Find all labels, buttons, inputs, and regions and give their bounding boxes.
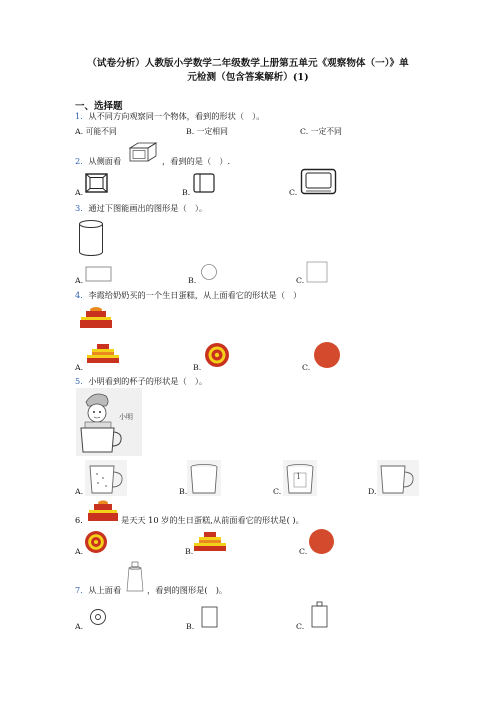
box-object-icon bbox=[128, 141, 158, 163]
q4-option-a[interactable]: A. bbox=[75, 363, 84, 372]
concentric-circles-icon bbox=[84, 530, 108, 554]
question-number: 7． bbox=[75, 585, 89, 595]
q4-option-c[interactable]: C. bbox=[302, 363, 311, 372]
q3-option-b[interactable]: B. bbox=[188, 276, 197, 285]
cup-plain-icon bbox=[187, 460, 221, 496]
question-3 bbox=[75, 203, 207, 214]
question-text: 从上面看 bbox=[88, 585, 122, 595]
question-number: 4． bbox=[75, 290, 89, 300]
question-text: 从侧面看 bbox=[88, 156, 122, 166]
q6-option-c[interactable]: C. bbox=[299, 547, 308, 556]
question-number: 1． bbox=[75, 111, 89, 121]
tv-front-icon bbox=[300, 168, 337, 195]
question-text: 从不同方向观察同一个物体，看到的形状（ ）。 bbox=[88, 111, 265, 121]
boy-label: 小明 bbox=[119, 413, 133, 421]
side-view-icon bbox=[192, 172, 216, 194]
cylinder-icon bbox=[76, 218, 106, 258]
ring-circle-icon bbox=[89, 608, 107, 626]
q2-option-c[interactable]: C. bbox=[289, 188, 298, 197]
question-number: 2． bbox=[75, 156, 89, 166]
birthday-cake-icon bbox=[86, 499, 120, 523]
rectangle-icon bbox=[85, 266, 112, 283]
bottle-object-icon bbox=[125, 561, 147, 593]
q5-option-b[interactable]: B. bbox=[179, 487, 188, 496]
q2-option-a[interactable]: A. bbox=[75, 188, 84, 197]
question-1 bbox=[75, 111, 264, 122]
concentric-circles-icon bbox=[204, 342, 230, 368]
q6-option-a[interactable]: A. bbox=[75, 547, 84, 556]
question-5 bbox=[75, 376, 207, 387]
framed-square-icon bbox=[84, 172, 109, 194]
page-title-line2: 元检测（包含答案解析）(1) bbox=[187, 72, 309, 83]
boy-with-cup-illustration bbox=[76, 388, 142, 456]
cake-front-view-icon bbox=[85, 342, 121, 364]
q5-option-d[interactable]: D. bbox=[368, 487, 377, 496]
red-circle-icon bbox=[308, 528, 335, 555]
q1-option-b[interactable]: B. 一定相同 bbox=[186, 127, 228, 136]
cup-handle-icon bbox=[377, 460, 419, 496]
cup-number-label: 1 bbox=[296, 472, 302, 481]
section-heading: 一、选择题 bbox=[75, 101, 123, 112]
q4-option-b[interactable]: B. bbox=[193, 363, 202, 372]
q3-option-c[interactable]: C. bbox=[296, 276, 305, 285]
question-text: 小明看到的杯子的形状是（ ）。 bbox=[88, 376, 208, 386]
question-number: 3． bbox=[75, 203, 89, 213]
q2-option-b[interactable]: B. bbox=[182, 188, 191, 197]
q1-option-a[interactable]: A. 可能不同 bbox=[75, 127, 117, 136]
rectangle-tall-icon bbox=[201, 606, 218, 628]
square-icon bbox=[306, 261, 328, 283]
q3-option-a[interactable]: A. bbox=[75, 276, 84, 285]
bottle-front-icon bbox=[311, 601, 328, 628]
question-text-cont: ，看到的图形是( )。 bbox=[147, 585, 228, 595]
q7-option-a[interactable]: A. bbox=[75, 622, 84, 631]
q5-option-a[interactable]: A. bbox=[75, 487, 84, 496]
question-text-cont: ，看到的是（ ）. bbox=[162, 156, 231, 166]
question-number: 5． bbox=[75, 376, 89, 386]
page-title-line1: （试卷分析）人教版小学数学二年级数学上册第五单元《观察物体（一）》单 bbox=[87, 58, 409, 69]
q7-option-c[interactable]: C. bbox=[296, 622, 305, 631]
q7-option-b[interactable]: B. bbox=[186, 622, 195, 631]
question-4 bbox=[75, 290, 301, 301]
question-text: 李霞给奶奶买的一个生日蛋糕，从上面看它的形状是（ ） bbox=[88, 290, 302, 300]
cake-front-view-icon bbox=[193, 531, 227, 553]
red-circle-icon bbox=[313, 341, 341, 369]
q5-option-c[interactable]: C. bbox=[273, 487, 282, 496]
question-7 bbox=[75, 585, 121, 596]
cup-dotted-icon bbox=[85, 460, 127, 496]
q1-option-c[interactable]: C. 一定不同 bbox=[300, 127, 342, 136]
question-text: 通过下图能画出的图形是（ ）。 bbox=[88, 203, 208, 213]
question-2 bbox=[75, 156, 121, 167]
cake-icon bbox=[78, 305, 114, 330]
question-6-number: 6． bbox=[75, 515, 89, 525]
circle-icon bbox=[200, 263, 218, 281]
question-text: 是天天 10 岁的生日蛋糕,从前面看它的形状是( )。 bbox=[121, 515, 304, 525]
q6-option-b[interactable]: B. bbox=[185, 547, 194, 556]
